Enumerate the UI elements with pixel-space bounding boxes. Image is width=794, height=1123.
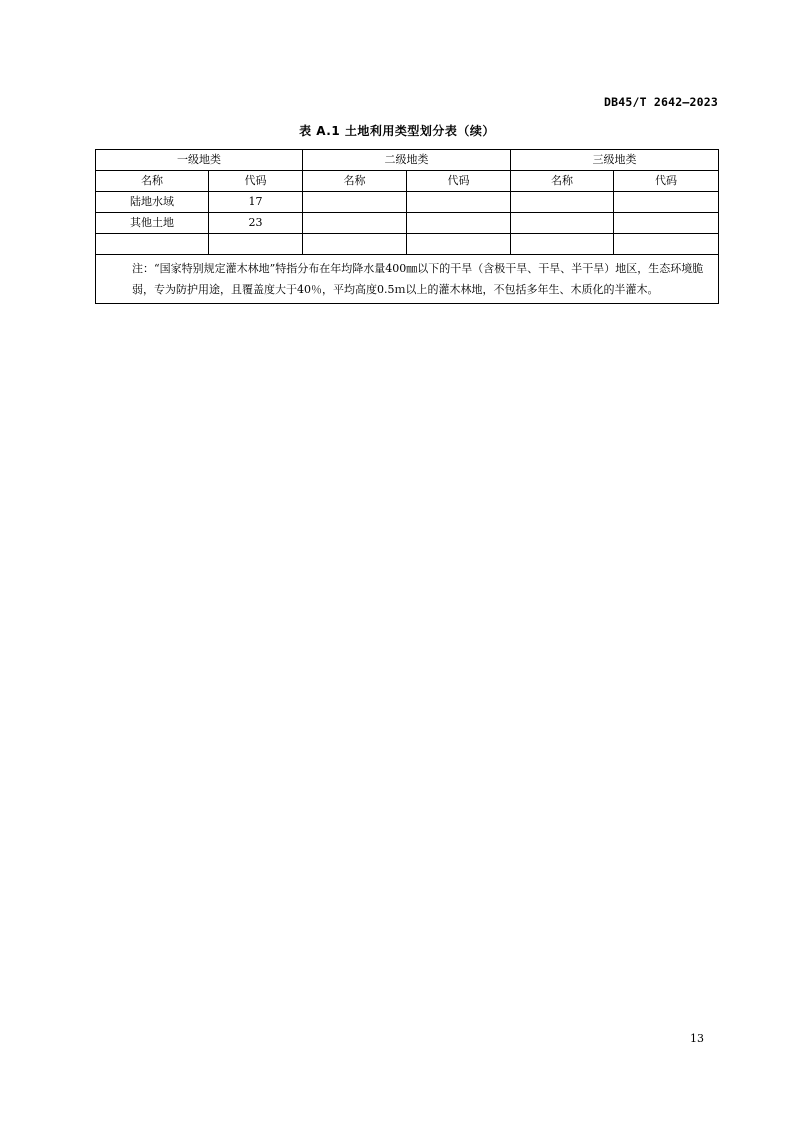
table-note: 注：“国家特别规定灌木林地”特指分布在年均降水量400㎜以下的干旱（含极干旱、干旱、半干旱）地区，生态环境脆弱，专为防护用途，且覆盖度大于40％，平均高度0.5ｍ以上的灌木林地，不包括多年生、木质化的半灌木。 (96, 255, 719, 304)
table-cell: 17 (209, 192, 303, 213)
table-cell (303, 213, 407, 234)
table-cell (614, 213, 719, 234)
table-cell: 其他土地 (96, 213, 209, 234)
table-title: 表 A.1 土地利用类型划分表（续） (299, 124, 495, 138)
group-header-level1: 一级地类 (96, 150, 303, 171)
table-cell (511, 192, 614, 213)
table-cell: 23 (209, 213, 303, 234)
sub-header-code-2: 代码 (407, 171, 511, 192)
table-cell (614, 234, 719, 255)
table-cell: 陆地水域 (96, 192, 209, 213)
group-header-row (96, 150, 719, 171)
table-cell (407, 213, 511, 234)
table-cell (614, 192, 719, 213)
sub-header-name-2: 名称 (303, 171, 407, 192)
table-row (96, 234, 719, 255)
land-use-classification-table (95, 149, 719, 304)
table-cell (209, 234, 303, 255)
group-header-level2: 二级地类 (303, 150, 511, 171)
table-cell (96, 234, 209, 255)
sub-header-code-3: 代码 (614, 171, 719, 192)
group-header-level3: 三级地类 (511, 150, 719, 171)
table-cell (303, 234, 407, 255)
sub-header-name-1: 名称 (96, 171, 209, 192)
document-id: DB45/T 2642—2023 (604, 95, 718, 109)
sub-header-name-3: 名称 (511, 171, 614, 192)
table-row (96, 213, 719, 234)
table-cell (407, 234, 511, 255)
sub-header-row (96, 171, 719, 192)
page-number: 13 (690, 1032, 704, 1045)
table-row (96, 192, 719, 213)
table-cell (303, 192, 407, 213)
note-row (96, 255, 719, 304)
table-cell (511, 234, 614, 255)
table-cell (511, 213, 614, 234)
table-cell (407, 192, 511, 213)
sub-header-code-1: 代码 (209, 171, 303, 192)
